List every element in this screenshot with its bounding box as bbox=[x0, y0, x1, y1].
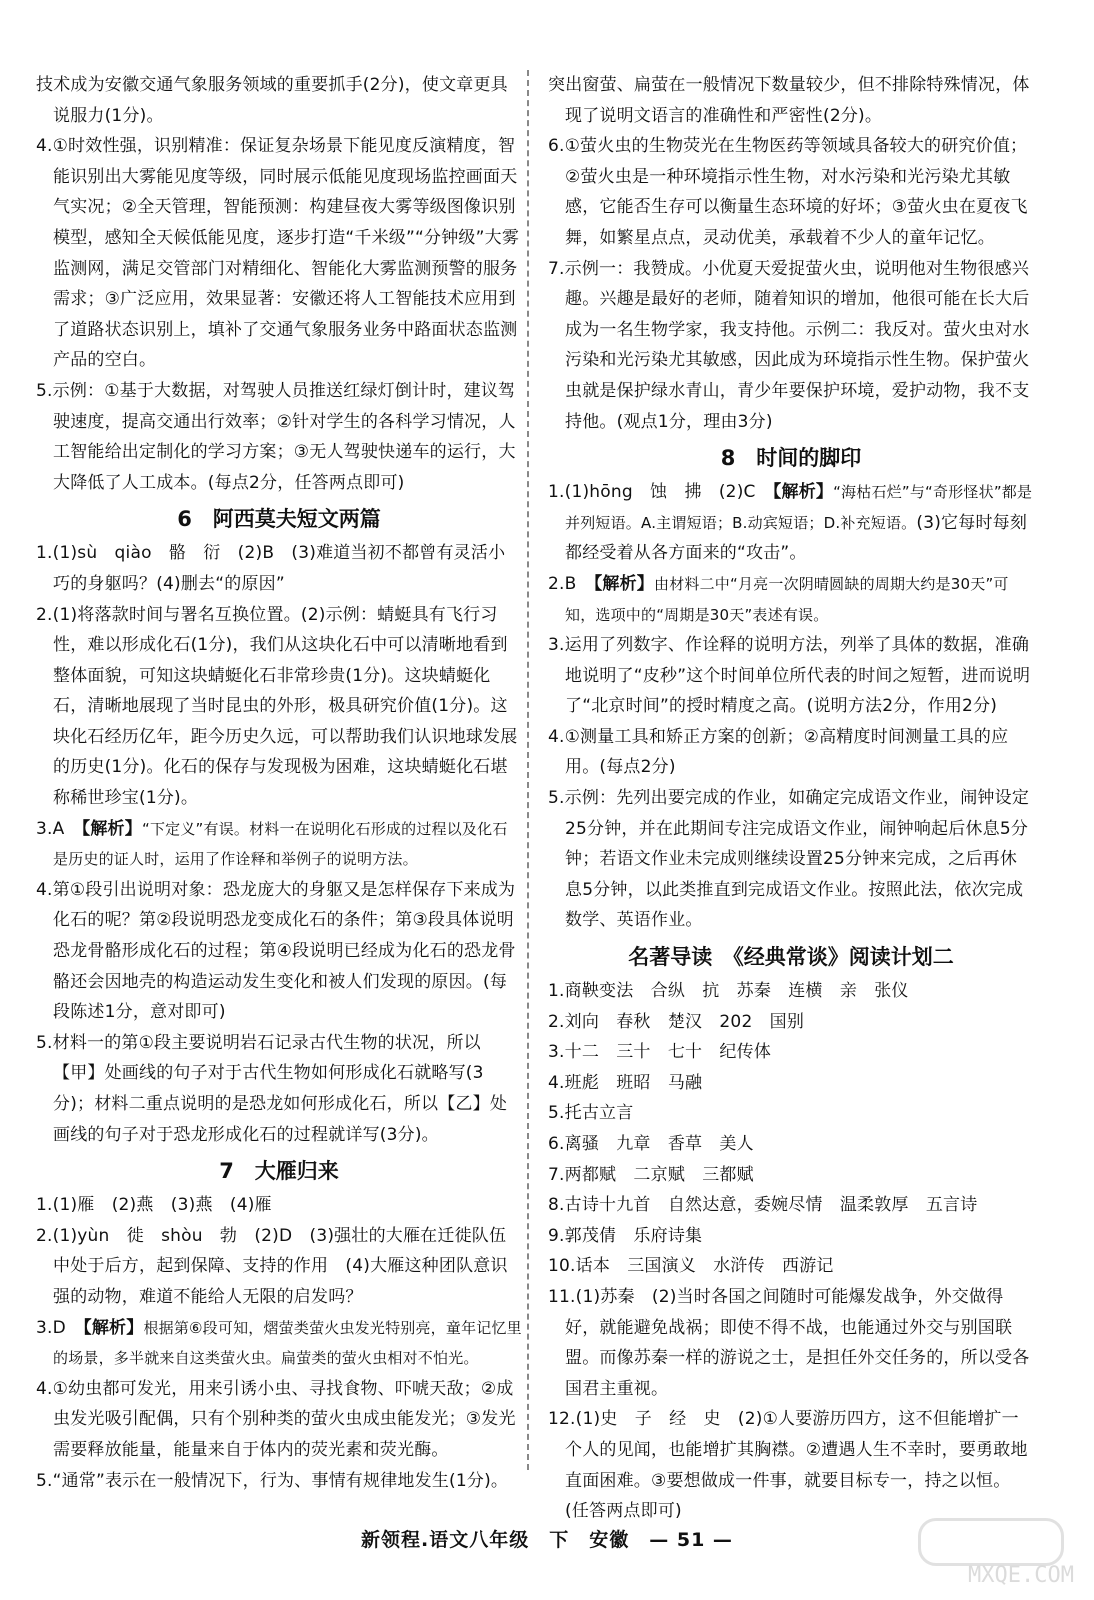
answer-item: 5.“通常”表示在一般情况下，行为、事情有规律地发生(1分)。 bbox=[36, 1470, 509, 1491]
answer-item: 技术成为安徽交通气象服务领域的重要抓手(2分)，使文章更具说服力(1分)。 bbox=[36, 75, 508, 126]
answer-item: 2.刘向 春秋 楚汉 202 国别 bbox=[548, 1011, 805, 1032]
answer-item: 3.运用了列数字、作诠释的说明方法，列举了具体的数据，准确地说明了“皮秒”这个时间单位所代表的时间之短暂，进而说明了“北京时间”的授时精度之高。(说明方法2分，作用2分) bbox=[548, 635, 1031, 717]
section-heading: 8 时间的脚印 bbox=[720, 446, 862, 471]
watermark-logo bbox=[914, 1518, 1074, 1588]
answer-item: 6.离骚 九章 香草 美人 bbox=[548, 1134, 754, 1154]
answer-item bbox=[36, 1313, 522, 1374]
answer-item: 8.古诗十九首 自然达意，委婉尽情 温柔敦厚 五言诗 bbox=[548, 1195, 978, 1216]
analysis-tag: 【解析】 bbox=[81, 818, 142, 839]
answer-lead: 2.B bbox=[548, 573, 594, 594]
section-heading: 6 阿西莫夫短文两篇 bbox=[177, 507, 381, 532]
analysis-text: 根据第⑥段可知，熠萤类萤火虫发光特别亮，童年记忆里的场景，多半就来自这类萤火虫。扁萤类的萤火虫相对不怕光。 bbox=[53, 1318, 522, 1368]
analysis-text: 由材料二中“月亮一次阴晴圆缺的周期大约是30天”可知，选项中的“周期是30天”表述有误。 bbox=[565, 574, 1009, 624]
answer-item: 6.①萤火虫的生物荧光在生物医药等领域具备较大的研究价值；②萤火虫是一种环境指示性生物，对水污染和光污染尤其敏感，它能否生存可以衡量生态环境的好坏；③萤火虫在夏夜飞舞，如繁星点点，灵动优美，承载着不少人的童年记忆。 bbox=[548, 136, 1028, 248]
answer-item: 5.托古立言 bbox=[548, 1103, 634, 1124]
answer-item: 4.①时效性强，识别精准：保证复杂场景下能见度反演精度，智能识别出大雾能见度等级，同时展示低能见度现场监控画面天气实况；②全天管理，智能预测：构建昼夜大雾等级图像识别模型，感知全天候低能见度，逐步打造“千米级”“分钟级”大雾监测网，满足交管部门对精细化、智能化大雾监测预警的服务需求；③广泛应用，效果显著：安徽还将人工智能技术应用到了道路状态识别上，填补了交通气象服务业务中路面状态监测产品的空白。 bbox=[36, 136, 520, 371]
answer-item: 2.(1)yùn 徙 shòu 勃 (2)D (3)强壮的大雁在迁徙队伍中处于后方，起到保障、支持的作用 (4)大雁这种团队意识强的动物，难道不能给人无限的启发吗？ bbox=[36, 1225, 508, 1307]
answer-item: 5.示例：先列出要完成的作业，如确定完成语文作业，闹钟设定25分钟，并在此期间专注完成语文作业，闹钟响起后休息5分钟；若语文作业未完成则继续设置25分钟来完成，之后再休息5分钟，以此类推直到完成语文作业。按照此法，依次完成数学、英语作业。 bbox=[548, 788, 1030, 931]
answer-tail: (3)它每时每刻都经受着从各方面来的“攻击”。 bbox=[565, 512, 1028, 564]
right-column bbox=[548, 70, 1034, 1527]
answer-item: 4.第①段引出说明对象：恐龙庞大的身躯又是怎样保存下来成为化石的呢？第②段说明恐龙变成化石的条件；第③段具体说明恐龙骨骼形成化石的过程；第④段说明已经成为化石的恐龙骨骼还会因地壳的构造运动发生变化和被人们发现的原因。(每段陈述1分，意对即可) bbox=[36, 879, 516, 1023]
answer-item: 4.①测量工具和矫正方案的创新；②高精度时间测量工具的应用。(每点2分) bbox=[548, 726, 1009, 778]
answer-lead: 1.(1)hōng 蚀 拂 (2)C bbox=[548, 482, 773, 503]
answer-item: 4.班彪 班昭 马融 bbox=[548, 1072, 703, 1093]
section-heading: 名著导读 《经典常谈》阅读计划二 bbox=[628, 945, 954, 970]
analysis-tag: 【解析】 bbox=[83, 1317, 144, 1338]
answer-item: 3.十二 三十 七十 纪传体 bbox=[548, 1042, 772, 1063]
column-divider bbox=[527, 70, 529, 1470]
answer-item: 9.郭茂倩 乐府诗集 bbox=[548, 1225, 703, 1246]
answer-item bbox=[36, 814, 522, 875]
answer-item: 5.材料一的第①段主要说明岩石记录古代生物的状况，所以【甲】处画线的句子对于古代生物如何形成化石就略写(3分)；材料二重点说明的是恐龙如何形成化石，所以【乙】处画线的句子对于恐龙形成化石的过程就详写(3分)。 bbox=[36, 1032, 508, 1145]
answer-item bbox=[548, 569, 1034, 630]
answer-item: 7.两都赋 二京赋 三都赋 bbox=[548, 1164, 754, 1185]
answer-item: 7.示例一：我赞成。小优夏天爱捉萤火虫，说明他对生物很感兴趣。兴趣是最好的老师，随着知识的增加，他很可能在长大后成为一名生物学家，我支持他。示例二：我反对。萤火虫对水污染和光污染尤其敏感，因此成为环境指示性生物。保护萤火虫就是保护绿水青山，青少年要保护环境，爱护动物，我不支持他。(观点1分，理由3分) bbox=[548, 258, 1030, 432]
answer-item: 10.话本 三国演义 水浒传 西游记 bbox=[548, 1256, 834, 1277]
answer-item: 5.示例：①基于大数据，对驾驶人员推送红绿灯倒计时，建议驾驶速度，提高交通出行效率；②针对学生的各科学习情况，人工智能给出定制化的学习方案；③无人驾驶快递车的运行，大大降低了人工成本。(每点2分，任答两点即可) bbox=[36, 380, 516, 493]
answer-item: 4.①幼虫都可发光，用来引诱小虫、寻找食物、吓唬天敌；②成虫发光吸引配偶，只有个别种类的萤火虫成虫能发光；③发光需要释放能量，能量来自于体内的荧光素和荧光酶。 bbox=[36, 1378, 516, 1460]
analysis-tag: 【解析】 bbox=[772, 482, 834, 503]
answer-item: 12.(1)史 子 经 史 (2)①人要游历四方，这不但能增扩一个人的见闻，也能增扩其胸襟。②遭遇人生不幸时，要勇敢地直面困难。③要想做成一件事，就要目标专一，持之以恒。(任答两点即可) bbox=[548, 1409, 1028, 1522]
answer-item: 2.(1)将落款时间与署名互换位置。(2)示例：蜻蜓具有飞行习性，难以形成化石(1分)，我们从这块化石中可以清晰地看到整体面貌，可知这块蜻蜓化石非常珍贵(1分)。这块蜻蜓化石，清晰地展现了当时昆虫的外形，极具研究价值(1分)。这块化石经历亿年，距今历史久远，可以帮助我们认识地球发展的历史(1分)。化石的保存与发现极为困难，这块蜻蜓化石堪称稀世珍宝(1分)。 bbox=[36, 604, 518, 809]
answer-item: 1.(1)雁 (2)燕 (3)燕 (4)雁 bbox=[36, 1195, 272, 1216]
answer-item: 突出窗萤、扁萤在一般情况下数量较少，但不排除特殊情况，体现了说明文语言的准确性和严密性(2分)。 bbox=[548, 75, 1030, 126]
watermark-text: MXQE.COM bbox=[968, 1563, 1074, 1588]
section-heading: 7 大雁归来 bbox=[219, 1159, 339, 1184]
watermark-badge-icon bbox=[918, 1518, 1064, 1566]
answer-item bbox=[548, 477, 1034, 569]
answer-item: 1.(1)sù qiào 骼 衍 (2)B (3)难道当初不都曾有灵活小巧的身躯吗？(4)删去“的原因” bbox=[36, 543, 506, 594]
page-footer: 新领程.语文八年级 下 安徽 — 51 — bbox=[361, 1529, 733, 1551]
left-column bbox=[36, 70, 522, 1496]
answer-lead: 3.A bbox=[36, 818, 82, 839]
answer-item: 11.(1)苏秦 (2)当时各国之间随时可能爆发战争，外交做得好，就能避免战祸；即使不得不战，也能通过外交与别国联盟。而像苏秦一样的游说之士，是担任外交任务的，所以受各国君主重视。 bbox=[548, 1286, 1030, 1399]
analysis-tag: 【解析】 bbox=[593, 573, 654, 594]
answer-lead: 3.D bbox=[36, 1317, 84, 1338]
analysis-text: “下定义”有误。材料一在说明化石形成的过程以及化石是历史的证人时，运用了作诠释和举例子的说明方法。 bbox=[53, 819, 508, 869]
answer-item: 1.商鞅变法 合纵 抗 苏秦 连横 亲 张仪 bbox=[548, 981, 909, 1002]
analysis-text: “海枯石烂”与“奇形怪状”都是并列短语。A.主谓短语；B.动宾短语；D.补充短语。 bbox=[565, 483, 1033, 532]
